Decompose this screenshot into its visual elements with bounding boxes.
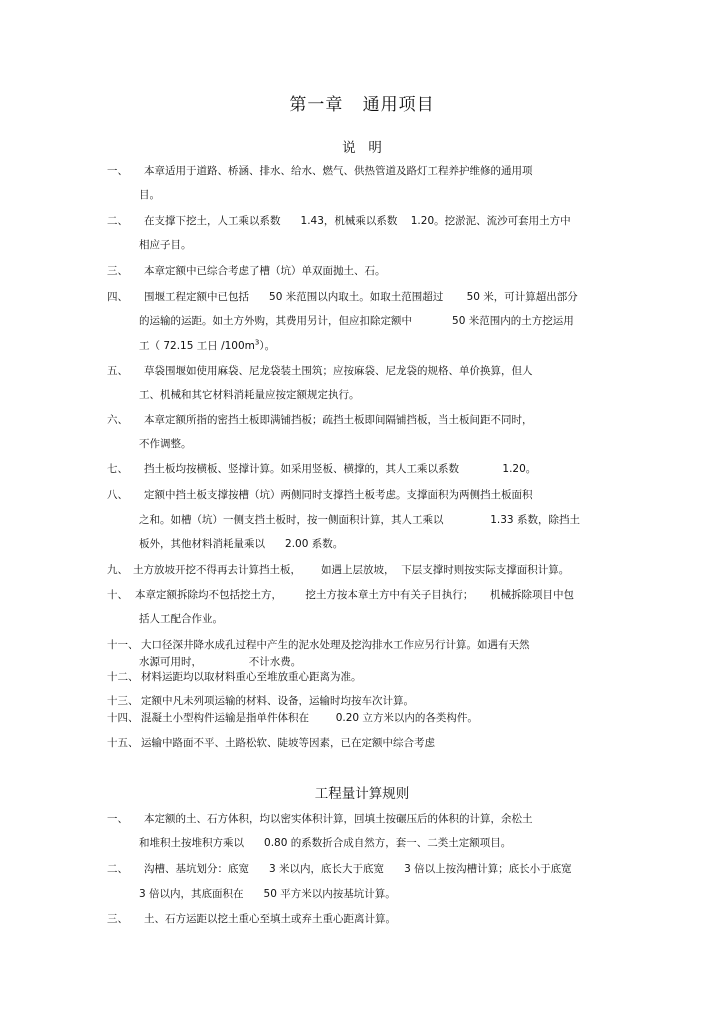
superscript-exponent: 3 (254, 338, 260, 347)
item-text-suffix: ）。 (259, 340, 276, 352)
item-number: 十一、 (107, 639, 139, 651)
item-text-line: 本章定额所指的密挡土板即满铺挡板；疏挡土板即间隔铺挡板，当土板间距不同时， (144, 414, 533, 426)
item-text-line: 定额中凡未列项运输的材料、设备，运输时均按车次计算。 (141, 695, 414, 707)
item-number: 十五、 (107, 737, 139, 749)
item-text-line: 3 倍以内，其底面积在 50 平方米以内按基坑计算。 (139, 888, 396, 900)
item-text-line: 在支撑下挖土，人工乘以系数 1.43，机械乘以系数 1.20。挖淤泥、流沙可套用土方中 (144, 215, 571, 227)
item-number: 五、 (107, 365, 128, 377)
item-text-line: 草袋围堰如使用麻袋、尼龙袋装土围筑；应按麻袋、尼龙袋的规格、单价换算，但人 (144, 365, 533, 377)
item-number: 三、 (107, 265, 128, 277)
item-number: 三、 (107, 913, 128, 925)
section-title-explanation: 说 明 (342, 140, 382, 156)
item-number: 八、 (107, 489, 128, 501)
chapter-title: 第一章 通用项目 (289, 95, 435, 115)
item-number: 一、 (107, 165, 128, 177)
item-text-line: 材料运距均以取材料重心至堆放重心距离为准。 (141, 671, 362, 683)
item-text-prefix: 工（ 72.15 工日 /100m (139, 340, 255, 352)
item-text-line: 沟槽、基坑划分：底宽 3 米以内，底长大于底宽 3 倍以上按沟槽计算；底长小于底宽 (144, 863, 572, 875)
item-text-line: 不作调整。 (139, 438, 192, 450)
item-text-line: 定额中挡土板支撑按槽（坑）两侧同时支撑挡土板考虑。支撑面积为两侧挡土板面积 (144, 489, 533, 501)
section-title-calculation-rules: 工程量计算规则 (314, 786, 410, 802)
item-text-line: 本章定额拆除均不包括挖土方， 挖土方按本章土方中有关子目执行； 机械拆除项目中包 (135, 589, 575, 601)
item-text-line: 板外，其他材料消耗量乘以 2.00 系数。 (139, 538, 344, 550)
item-number: 二、 (107, 863, 128, 875)
item-text-line: 的运输的运距。如土方外购，其费用另计，但应扣除定额中 50 米范围内的土方挖运用 (139, 315, 574, 327)
item-text-line: 目。 (139, 189, 160, 201)
item-text-line: 运输中路面不平、土路松软、陡坡等因素，已在定额中综合考虑 (141, 737, 435, 749)
item-text-line: 本章适用于道路、桥涵、排水、给水、燃气、供热管道及路灯工程养护维修的通用项 (144, 165, 533, 177)
item-text-line: 本章定额中已综合考虑了槽（坑）单双面抛土、石。 (144, 265, 386, 277)
item-number: 十、 (107, 589, 128, 601)
item-text-line: 挡土板均按横板、竖撑计算。如采用竖板、横撑的，其人工乘以系数 1.20。 (144, 463, 537, 475)
item-number: 九、 (107, 564, 128, 576)
item-text-line (139, 339, 275, 353)
item-number: 六、 (107, 414, 128, 426)
item-number: 一、 (107, 813, 128, 825)
item-text-line: 水源可用时， 不计水费。 (139, 656, 302, 668)
item-text-line: 大口径深井降水成孔过程中产生的泥水处理及挖沟排水工作应另行计算。如遇有天然 (141, 639, 530, 651)
item-number: 十三、 (107, 695, 139, 707)
item-text-line: 相应子目。 (139, 239, 192, 251)
item-number: 二、 (107, 215, 128, 227)
item-text-line: 之和。如槽（坑）一侧支挡土板时，按一侧面积计算，其人工乘以 1.33 系数，除挡土 (139, 514, 580, 526)
item-number: 十二、 (107, 671, 139, 683)
item-text-line: 括人工配合作业。 (139, 613, 223, 625)
item-number: 四、 (107, 291, 128, 303)
item-text-line: 土、石方运距以挖土重心至填土或弃土重心距离计算。 (144, 913, 396, 925)
item-text-line: 混凝土小型构件运输是指单件体积在 0.20 立方米以内的各类构件。 (141, 712, 478, 724)
item-text-line: 土方放坡开挖不得再去计算挡土板， 如遇上层放坡， 下层支撑时则按实际支撑面积计算。 (133, 564, 570, 576)
item-text-line: 和堆积土按堆积方乘以 0.80 的系数折合成自然方，套一、二类土定额项目。 (139, 837, 512, 849)
item-text-line: 本定额的土、石方体积，均以密实体积计算，回填土按碾压后的体积的计算，余松土 (144, 813, 533, 825)
item-text-line: 工、机械和其它材料消耗量应按定额规定执行。 (139, 389, 360, 401)
item-text-line: 围堰工程定额中已包括 50 米范围以内取土。如取土范围超过 50 米，可计算超出部分 (144, 291, 578, 303)
item-number: 七、 (107, 463, 128, 475)
item-number: 十四、 (107, 712, 139, 724)
